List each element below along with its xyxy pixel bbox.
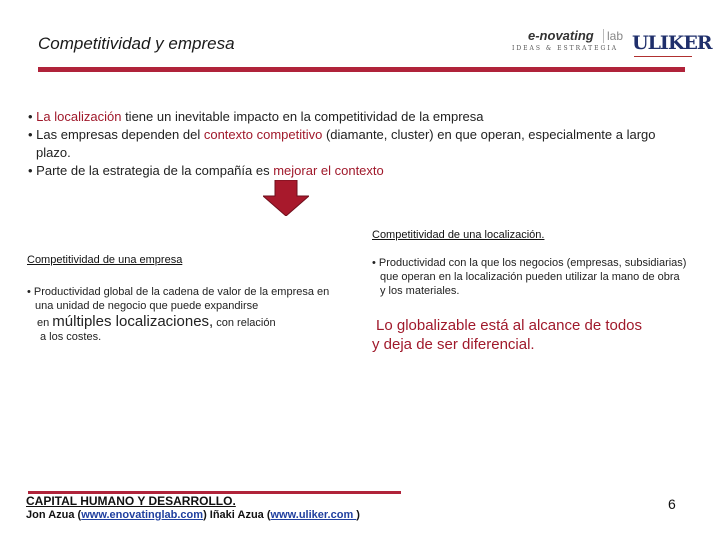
down-arrow-icon [263,180,309,216]
uliker-logo-underline [634,56,692,57]
enovatinglab-link[interactable]: www.enovatinglab.com [81,509,204,521]
enovating-logo-name: e-novating [528,28,594,43]
intro-bullet-list [28,108,708,180]
footer-title: CAPITAL HUMANO Y DESARROLLO. [26,494,236,508]
bullet-item-location: • La localización tiene un inevitable impacto en la competitividad de la empresa [28,109,484,124]
company-description: • Productividad global de la cadena de valor de la empresa en una unidad de negocio que puede expandirse [27,286,330,312]
enovating-logo-tagline: IDEAS & ESTRATEGIA [512,45,619,52]
location-description: • Productividad con la que los negocios (empresas, subsidiarias) que operan en la localización pueden utilizar la mano de obra y los materiales. [372,257,687,297]
header-divider [38,67,685,72]
footer-authors: Jon Azua (www.enovatinglab.com) Iñaki Azua (www.uliker.com ) [26,509,360,521]
company-heading: Competitividad de una empresa [27,254,183,266]
company-localizations-text: en múltiples localizaciones, con relación [37,313,276,330]
enovating-logo-suffix: lab [603,29,623,43]
globalizable-statement: Lo globalizable está al alcance de todos y deja de ser diferencial. [372,317,643,353]
enovating-logo [510,28,625,58]
bullet-item-context: • Las empresas dependen del contexto competitivo (diamante, cluster) en que operan, especialmente a largo plazo. [28,127,656,160]
uliker-link[interactable]: www.uliker.com [270,509,357,521]
bullet-item-strategy: • Parte de la estrategia de la compañía es mejorar el contexto [28,163,384,178]
page-title: Competitividad y empresa [38,34,235,53]
company-costs-text: a los costes. [40,331,102,343]
uliker-logo [630,32,712,64]
uliker-logo-name: ULIKER [632,32,712,54]
location-heading: Competitividad de una localización. [372,229,545,241]
page-number: 6 [668,496,676,512]
